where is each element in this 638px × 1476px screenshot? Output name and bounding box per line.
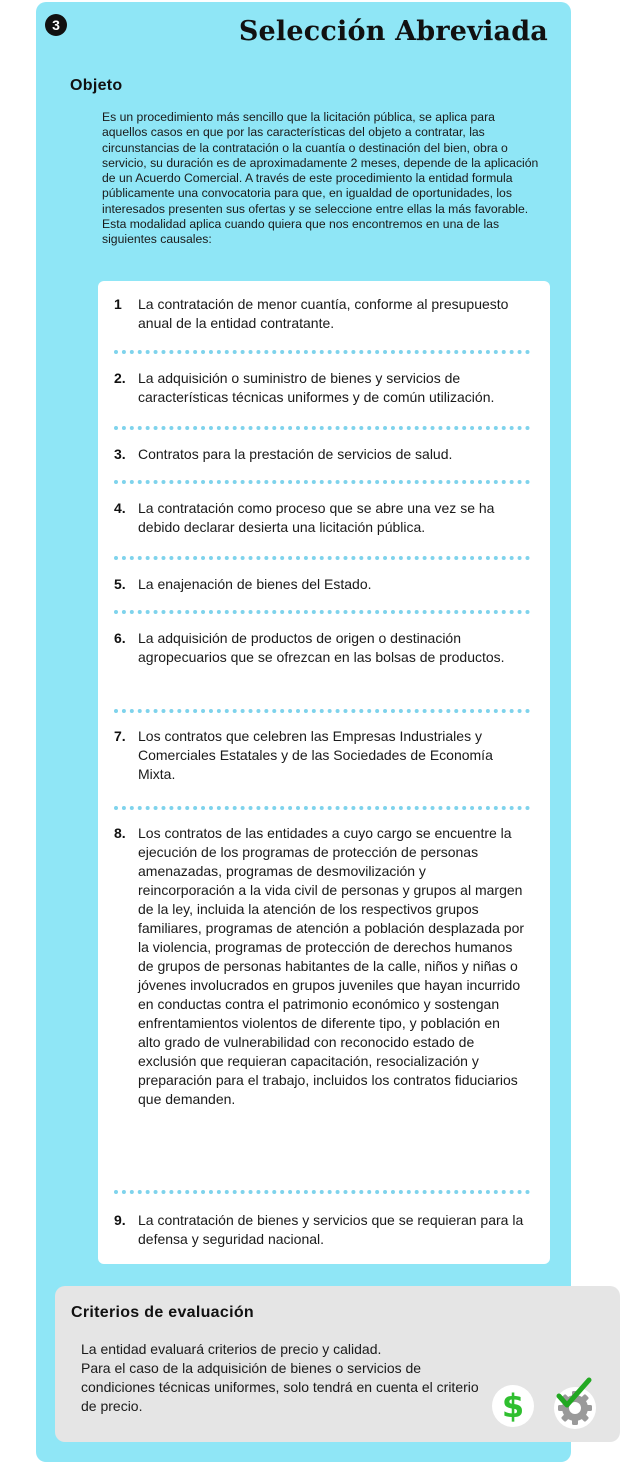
item-number: 4.	[114, 500, 126, 516]
causales-list	[98, 281, 550, 1264]
criterios-heading: Criterios de evaluación	[71, 1304, 254, 1321]
dotted-divider	[114, 556, 530, 560]
list-item	[114, 629, 524, 667]
item-text: La adquisición de productos de origen o destinación agropecuarios que se ofrezcan en las bolsas de productos.	[138, 630, 505, 665]
dotted-divider	[114, 806, 530, 810]
item-number: 3.	[114, 446, 126, 462]
list-item	[114, 824, 524, 1109]
list-item	[114, 727, 524, 784]
list-item	[114, 295, 524, 333]
item-text: La contratación de menor cuantía, conforme al presupuesto anual de la entidad contratante.	[138, 296, 509, 331]
item-number: 5.	[114, 576, 126, 592]
list-item	[114, 575, 524, 594]
section-number-badge: 3	[45, 14, 67, 36]
list-item	[114, 1211, 524, 1249]
criterios-line: Para el caso de la adquisición de bienes o servicios de condiciones técnicas uniformes, solo tendrá en cuenta el criterio de precio.	[81, 1360, 479, 1414]
criterios-box	[55, 1286, 620, 1442]
item-number: 2.	[114, 370, 126, 386]
item-text: La contratación de bienes y servicios que se requieran para la defensa y seguridad nacional.	[138, 1212, 524, 1247]
item-text: La adquisición o suministro de bienes y servicios de características técnicas uniformes y de común utilización.	[138, 370, 495, 405]
list-item	[114, 499, 524, 537]
dotted-divider	[114, 350, 530, 354]
dotted-divider	[114, 426, 530, 430]
svg-text:$: $	[501, 1387, 525, 1425]
item-text: La contratación como proceso que se abre una vez se ha debido declarar desierta una licitación pública.	[138, 500, 495, 535]
page-title: Selección Abreviada	[238, 16, 548, 47]
item-number: 6.	[114, 630, 126, 646]
item-number: 1	[114, 296, 122, 312]
item-number: 9.	[114, 1212, 126, 1228]
item-number: 8.	[114, 825, 126, 841]
dotted-divider	[114, 610, 530, 614]
dotted-divider	[114, 1190, 530, 1194]
objeto-heading: Objeto	[70, 77, 123, 94]
list-item	[114, 369, 524, 407]
dotted-divider	[114, 480, 530, 484]
item-text: Contratos para la prestación de servicios de salud.	[138, 446, 453, 462]
criterios-line: La entidad evaluará criterios de precio y calidad.	[81, 1341, 382, 1357]
item-number: 7.	[114, 728, 126, 744]
objeto-description: Es un procedimiento más sencillo que la licitación pública, se aplica para aquellos casos en que por las características del objeto a contratar, las circunstancias de la contratación o la cuantía o destinación del bien, obra o servicio, su duración es de aproximadamente 2 meses, depende de la aplicación de un Acuerdo Comercial. A través de este procedimiento la entidad formula públicamente una convocatoria para que, en igualdad de oportunidades, los interesados presenten sus ofertas y se seleccione entre ellas la más favorable. Esta modalidad aplica cuando quiera que nos encontremos en una de las siguientes causales:	[102, 110, 539, 247]
gear-check-icon	[549, 1374, 605, 1430]
list-item	[114, 445, 524, 464]
item-text: Los contratos que celebren las Empresas Industriales y Comerciales Estatales y de las Sociedades de Economía Mixta.	[138, 728, 493, 782]
dollar-icon	[491, 1384, 535, 1428]
item-text: La enajenación de bienes del Estado.	[138, 576, 372, 592]
dotted-divider	[114, 709, 530, 713]
item-text: Los contratos de las entidades a cuyo cargo se encuentre la ejecución de los programas de protección de personas amenazadas, programas de desmovilización y reincorporación a la vida civil de personas y grupos al margen de la ley, incluida la atención de los respectivos grupos familiares, programas de atención a población desplazada por la violencia, programas de protección de derechos humanos de grupos de personas habitantes de la calle, niños y niñas o jóvenes involucrados en grupos juveniles que hayan incurrido en conductas contra el patrimonio económico y sostengan enfrentamientos violentos de diferente tipo, y población en alto grado de vulnerabilidad con reconocido estado de exclusión que requieran capacitación, resocialización y preparación para el trabajo, incluidos los contratos fiduciarios que demanden.	[138, 825, 525, 1107]
